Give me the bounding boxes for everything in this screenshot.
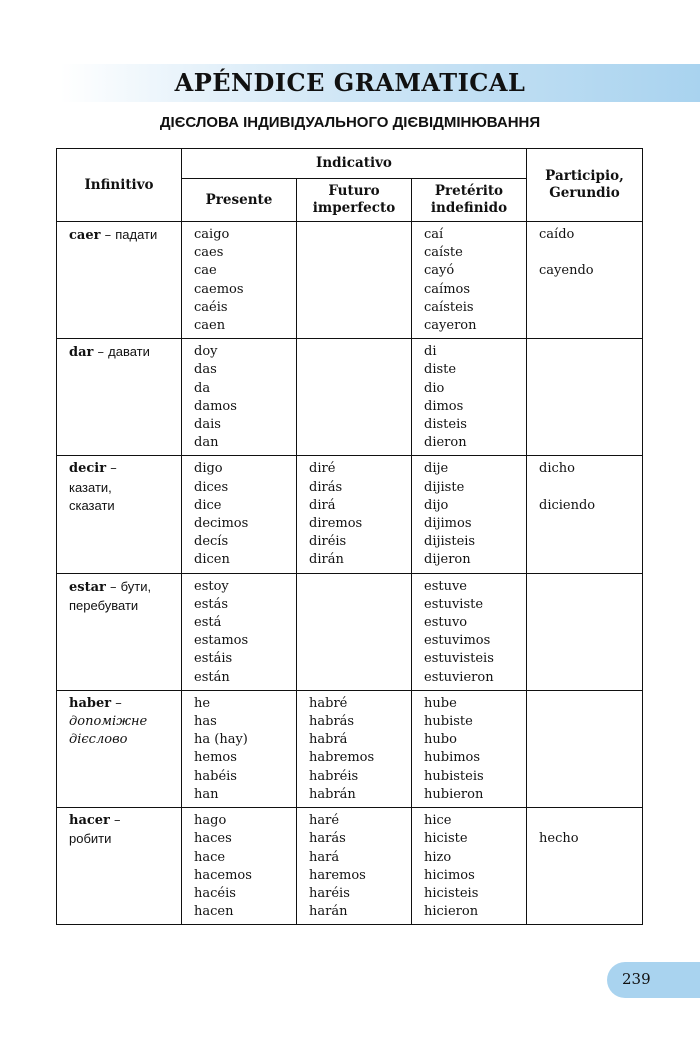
form: hiciste: [424, 831, 468, 847]
participio-cell: [527, 690, 643, 807]
presente-cell: [182, 808, 297, 925]
translation: бути,: [120, 578, 152, 594]
infinitive-cell: [57, 222, 182, 339]
participio: dicho: [539, 461, 575, 477]
form: diré: [309, 461, 336, 477]
infinitive-cell: [57, 573, 182, 690]
form: harán: [309, 904, 348, 920]
infinitive-verb: dar: [69, 345, 94, 361]
form: haremos: [309, 867, 366, 883]
futuro-cell: [297, 690, 412, 807]
header-infinitivo: Infinitivo: [57, 149, 182, 222]
form: hubimos: [424, 750, 481, 766]
translation: казати,: [69, 479, 112, 495]
form: caísteis: [424, 299, 474, 315]
form: hubiste: [424, 714, 473, 730]
form: decimos: [194, 516, 249, 532]
form: dieron: [424, 435, 467, 451]
form: dais: [194, 417, 221, 433]
form: caemos: [194, 281, 244, 297]
form: hice: [424, 813, 452, 829]
section-subtitle: ДІЄСЛОВА ІНДИВІДУАЛЬНОГО ДІЄВІДМІНЮВАННЯ: [159, 114, 541, 131]
form: damos: [194, 398, 237, 414]
form: hemos: [194, 750, 237, 766]
page-number-tab: [607, 962, 700, 998]
infinitive-cell: [57, 808, 182, 925]
translation: давати: [108, 344, 150, 360]
page-title: APÉNDICE GRAMATICAL: [174, 68, 526, 97]
participio-cell: [527, 573, 643, 690]
presente-cell: [182, 690, 297, 807]
form: he: [194, 695, 211, 711]
form: hubo: [424, 732, 457, 748]
presente-cell: [182, 573, 297, 690]
form: digo: [194, 461, 223, 477]
preterito-cell: [412, 808, 527, 925]
page-number: 239: [622, 970, 651, 988]
form: hago: [194, 813, 227, 829]
form: di: [424, 344, 437, 360]
form: estuve: [424, 578, 467, 594]
form: habré: [309, 695, 348, 711]
translation: падати: [115, 227, 158, 242]
preterito-cell: [412, 339, 527, 456]
form: dijisteis: [424, 534, 476, 550]
infinitive-verb: caer: [69, 228, 101, 243]
dash: –: [109, 813, 121, 829]
infinitive-verb: haber: [69, 695, 112, 711]
form: estoy: [194, 578, 229, 594]
form: dirán: [309, 552, 344, 568]
gerundio: cayendo: [539, 263, 594, 279]
form: están: [194, 669, 230, 685]
form: hicieron: [424, 904, 479, 920]
form: haré: [309, 813, 340, 829]
dash: –: [93, 345, 109, 361]
form: habremos: [309, 750, 375, 766]
form: hicisteis: [424, 885, 479, 901]
infinitive-cell: [57, 456, 182, 573]
form: hubisteis: [424, 768, 484, 784]
header-futuro-imperfecto: [297, 179, 412, 222]
form: hacemos: [194, 867, 252, 883]
form: hace: [194, 849, 226, 865]
form: cayó: [424, 263, 455, 279]
preterito-cell: [412, 573, 527, 690]
form: dirá: [309, 497, 336, 513]
header-presente: Presente: [182, 179, 297, 222]
header-futuro-line2: imperfecto: [312, 200, 396, 216]
dash: –: [100, 228, 116, 243]
dash: –: [111, 695, 122, 711]
form: habéis: [194, 768, 237, 784]
verb-row-decir: [57, 456, 643, 573]
form: estuvimos: [424, 633, 491, 649]
futuro-cell: [297, 456, 412, 573]
futuro-cell: [297, 573, 412, 690]
form: dirás: [309, 479, 343, 495]
form: caí: [424, 227, 444, 242]
form: dimos: [424, 398, 464, 414]
futuro-cell: [297, 339, 412, 456]
header-participio: Participio,: [545, 168, 624, 184]
participio: caído: [539, 227, 575, 242]
form: habrán: [309, 786, 356, 802]
form: estuvisteis: [424, 651, 494, 667]
form: estuviste: [424, 596, 484, 612]
form: cayeron: [424, 318, 477, 334]
presente-cell: [182, 339, 297, 456]
preterito-cell: [412, 456, 527, 573]
form: das: [194, 362, 217, 378]
form: ha (hay): [194, 732, 248, 748]
presente-cell: [182, 222, 297, 339]
verb-row-dar: [57, 339, 643, 456]
header-indicativo: Indicativo: [182, 149, 527, 179]
infinitive-verb: decir: [69, 461, 107, 477]
translation: перебувати: [69, 597, 139, 613]
form: habrá: [309, 732, 348, 748]
form: cae: [194, 263, 217, 279]
infinitive-cell: [57, 339, 182, 456]
form: estáis: [194, 651, 233, 667]
form: dijo: [424, 497, 449, 513]
form: caen: [194, 318, 226, 334]
form: disteis: [424, 417, 467, 433]
form: haces: [194, 831, 232, 847]
form: dio: [424, 380, 445, 396]
form: hacéis: [194, 885, 236, 901]
infinitive-cell: [57, 690, 182, 807]
dash: –: [106, 461, 117, 477]
form: habrás: [309, 714, 355, 730]
gerundio: diciendo: [539, 497, 596, 513]
form: harás: [309, 831, 346, 847]
dash: –: [105, 579, 121, 595]
preterito-cell: [412, 222, 527, 339]
header-preterito-indefinido: [412, 179, 527, 222]
form: estás: [194, 596, 229, 612]
form: diste: [424, 362, 457, 378]
preterito-cell: [412, 690, 527, 807]
header-preterito-line1: Pretérito: [434, 183, 504, 199]
form: caéis: [194, 299, 228, 315]
presente-cell: [182, 456, 297, 573]
verb-row-haber: [57, 690, 643, 807]
form: estuvieron: [424, 669, 494, 685]
form: caíste: [424, 245, 463, 261]
form: has: [194, 714, 217, 730]
verb-row-estar: [57, 573, 643, 690]
header-preterito-line2: indefinido: [430, 200, 508, 216]
verb-row-caer: [57, 222, 643, 339]
form: decís: [194, 534, 229, 550]
participio-cell: [527, 808, 643, 925]
translation: дієслово: [69, 732, 128, 748]
header-futuro-line1: Futuro: [328, 183, 380, 199]
form: dijeron: [424, 552, 471, 568]
translation: допоміжне: [69, 714, 148, 730]
form: dijimos: [424, 516, 472, 532]
gerundio: hecho: [539, 831, 579, 847]
form: caes: [194, 245, 224, 261]
form: dicen: [194, 552, 230, 568]
form: diremos: [309, 516, 363, 532]
form: diréis: [309, 534, 347, 550]
futuro-cell: [297, 222, 412, 339]
form: dices: [194, 479, 229, 495]
futuro-cell: [297, 808, 412, 925]
form: han: [194, 786, 219, 802]
form: habréis: [309, 768, 359, 784]
form: está: [194, 615, 222, 631]
infinitive-verb: estar: [69, 579, 106, 595]
form: haréis: [309, 885, 350, 901]
form: hará: [309, 849, 340, 865]
form: dijiste: [424, 479, 465, 495]
form: caímos: [424, 281, 471, 297]
form: hube: [424, 695, 457, 711]
participio-cell: [527, 222, 643, 339]
form: doy: [194, 344, 218, 360]
form: hacen: [194, 904, 234, 920]
translation: робити: [69, 831, 112, 847]
form: da: [194, 380, 211, 396]
form: estamos: [194, 633, 249, 649]
verb-row-hacer: [57, 808, 643, 925]
form: hizo: [424, 849, 452, 865]
form: hubieron: [424, 786, 484, 802]
form: dice: [194, 497, 222, 513]
form: hicimos: [424, 867, 475, 883]
form: dan: [194, 435, 219, 451]
verb-conjugation-table: [56, 148, 643, 925]
form: dije: [424, 461, 449, 477]
header-gerundio: Gerundio: [549, 185, 620, 201]
form: caigo: [194, 227, 230, 242]
translation: сказати: [69, 497, 115, 513]
header-participio-gerundio: [527, 149, 643, 222]
infinitive-verb: hacer: [69, 813, 110, 829]
form: estuvo: [424, 615, 468, 631]
participio-cell: [527, 456, 643, 573]
participio-cell: [527, 339, 643, 456]
